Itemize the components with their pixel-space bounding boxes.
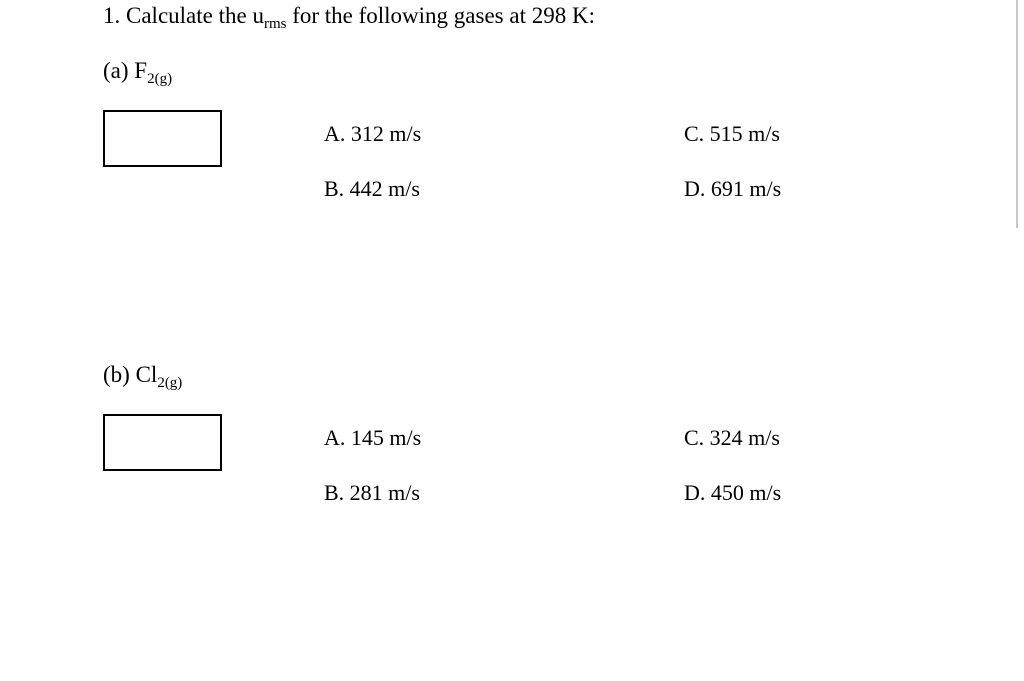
part-b-answer-box[interactable] <box>103 414 222 471</box>
part-a-label <box>103 57 172 88</box>
part-a-label-prefix: (a) F <box>103 58 148 83</box>
part-b-option-c[interactable]: C. 324 m/s <box>684 425 780 450</box>
part-b-label <box>103 361 182 392</box>
question-subscript: rms <box>263 16 287 32</box>
question-text <box>103 2 595 33</box>
part-b-label-subscript: 2(g) <box>157 375 183 391</box>
part-b-option-b[interactable]: B. 281 m/s <box>324 480 420 505</box>
part-a-option-c[interactable]: C. 515 m/s <box>684 121 780 146</box>
part-a-label-subscript: 2(g) <box>147 71 173 87</box>
part-b-option-a[interactable]: A. 145 m/s <box>324 425 422 450</box>
part-a-answer-box[interactable] <box>103 110 222 167</box>
part-a-option-b[interactable]: B. 442 m/s <box>324 176 420 201</box>
part-a-option-d[interactable]: D. 691 m/s <box>684 176 782 201</box>
question-prefix: 1. Calculate the u <box>103 3 264 28</box>
scrollbar-track[interactable] <box>1016 0 1018 228</box>
part-b-option-d[interactable]: D. 450 m/s <box>684 480 782 505</box>
part-b-label-prefix: (b) Cl <box>103 362 158 387</box>
part-a-option-a[interactable]: A. 312 m/s <box>324 121 422 146</box>
question-suffix: for the following gases at 298 K: <box>286 3 595 28</box>
